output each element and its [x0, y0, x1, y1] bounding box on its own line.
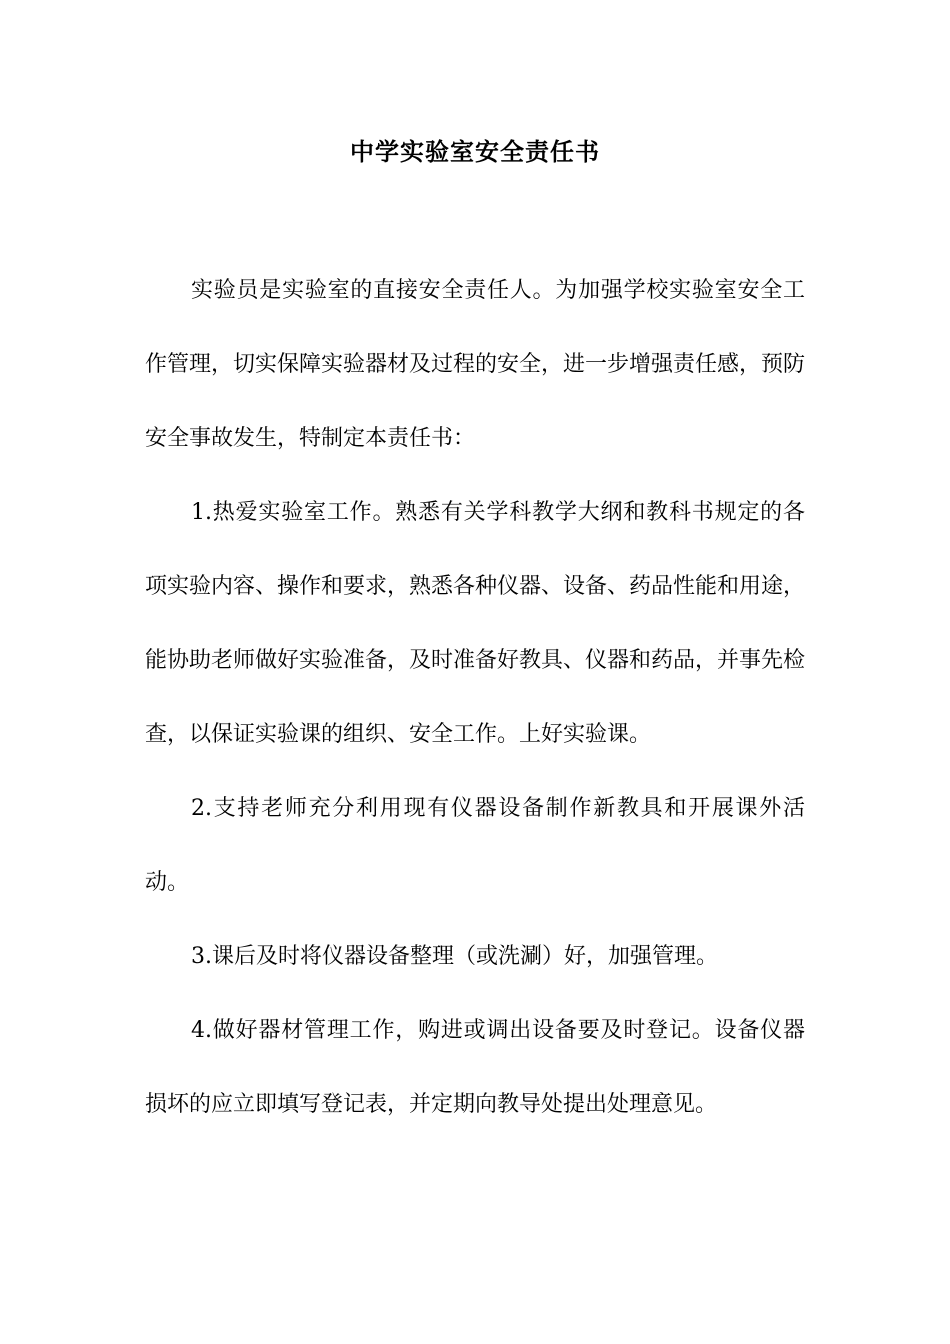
- clause-4-paragraph: 4.做好器材管理工作，购进或调出设备要及时登记。设备仪器损坏的应立即填写登记表，并定期向教导处提出处理意见。: [145, 1018, 805, 1117]
- clause-3-paragraph: 3.课后及时将仪器设备整理（或洗涮）好，加强管理。: [191, 944, 718, 969]
- document-body: [145, 254, 805, 1142]
- document-title: 中学实验室安全责任书: [350, 137, 600, 166]
- clause-1-paragraph: 1.热爱实验室工作。熟悉有关学科教学大纲和教科书规定的各项实验内容、操作和要求，熟悉各种仪器、设备、药品性能和用途，能协助老师做好实验准备，及时准备好教具、仪器和药品，并事先检查，以保证实验课的组织、安全工作。上好实验课。: [145, 500, 806, 747]
- intro-paragraph: 实验员是实验室的直接安全责任人。为加强学校实验室安全工作管理，切实保障实验器材及过程的安全，进一步增强责任感，预防安全事故发生，特制定本责任书：: [145, 278, 806, 451]
- clause-2-paragraph: 2.支持老师充分利用现有仪器设备制作新教具和开展课外活动。: [145, 796, 805, 895]
